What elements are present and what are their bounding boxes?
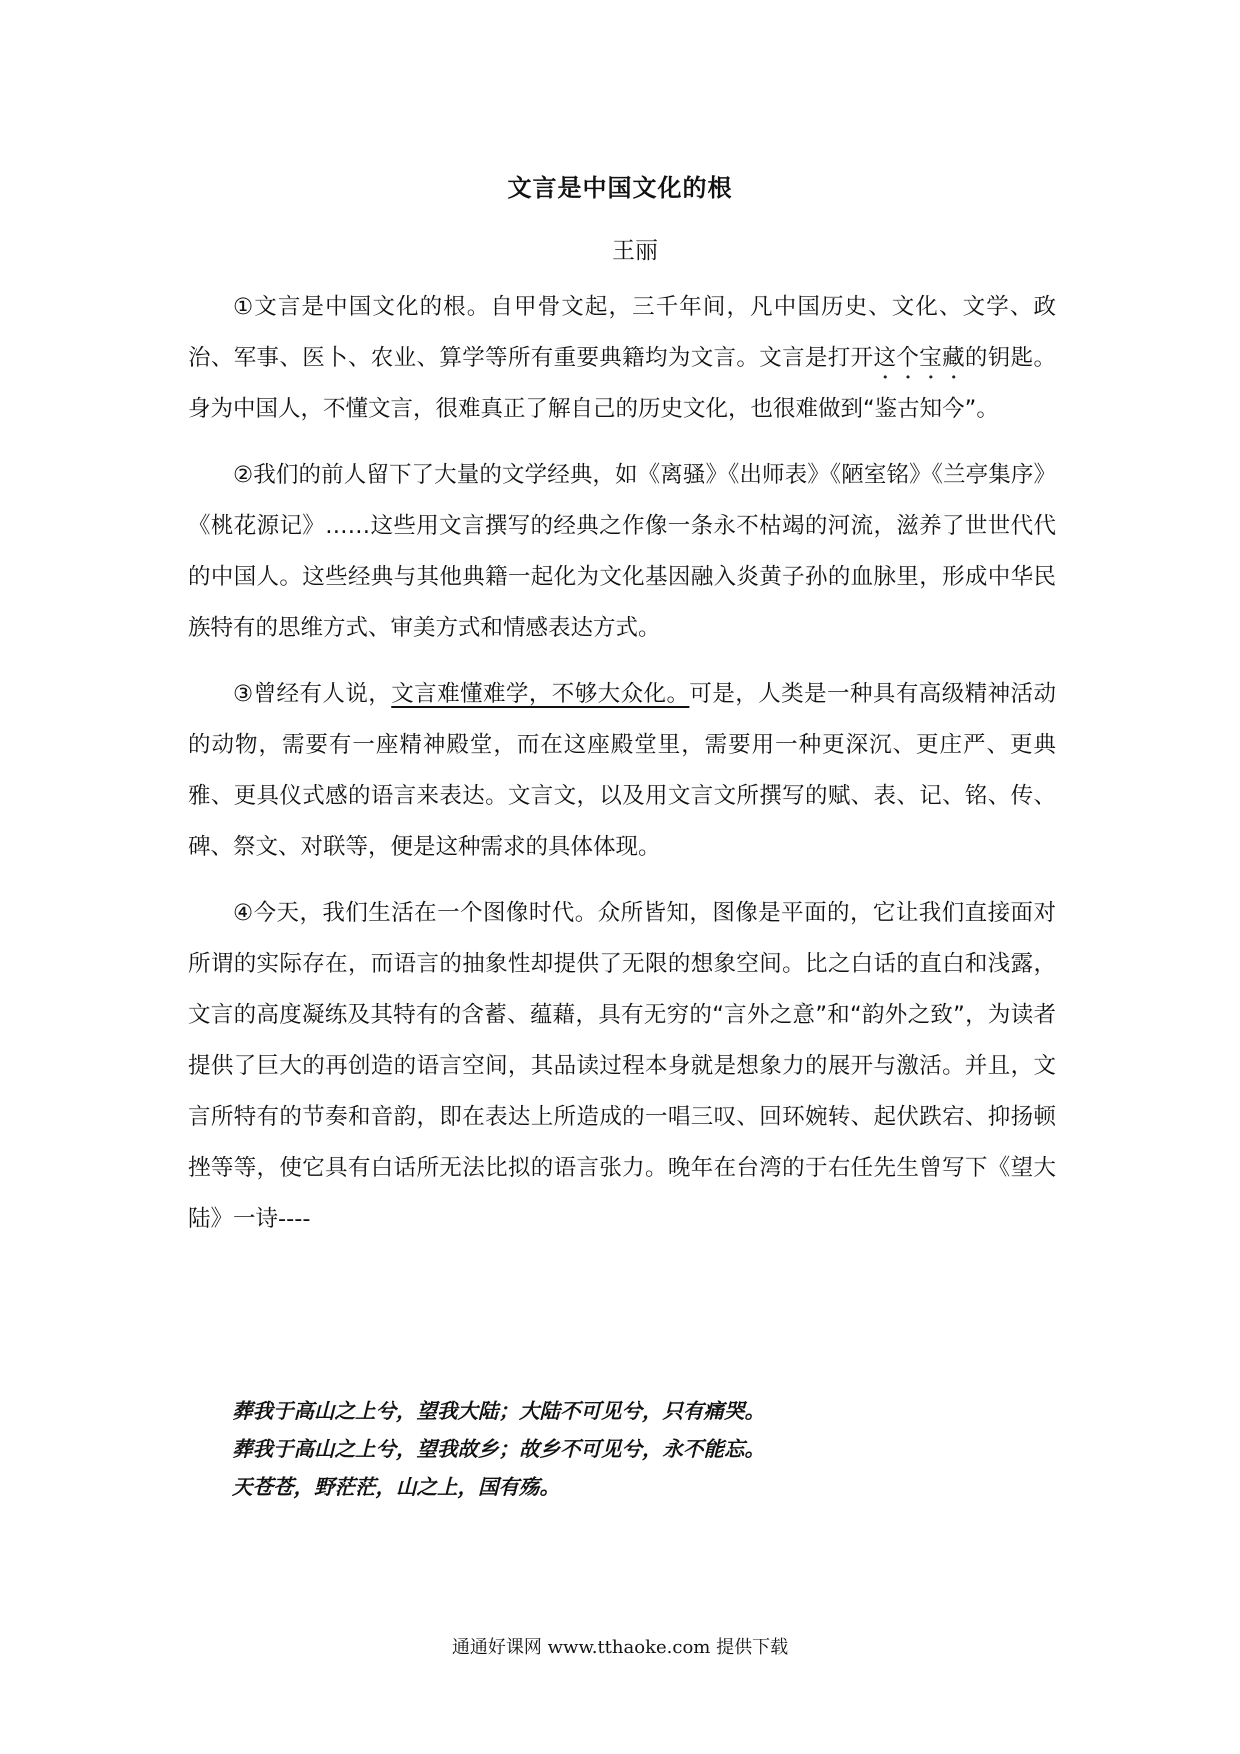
emphasized-phrase: 这个宝藏 bbox=[873, 345, 965, 371]
poem-line-3: 天苍苍，野茫茫，山之上，国有殇。 bbox=[232, 1475, 560, 1499]
paragraph-1-text-b: 的钥匙。身为中国人，不懂文言，很难真正了解自己的历史文化，也很难做到“鉴古知今”。 bbox=[188, 345, 1056, 422]
poem-line-1: 葬我于高山之上兮，望我大陆；大陆不可见兮，只有痛哭。 bbox=[232, 1399, 765, 1423]
underlined-phrase: 文言难懂难学，不够大众化。 bbox=[391, 681, 690, 707]
paragraph-3 bbox=[188, 669, 1056, 873]
paragraph-3-text-b: 可是，人类是一种具有高级精神活动的动物，需要有一座精神殿堂，而在这座殿堂里，需要用一种更深沉、更庄严、更典雅、更具仪式感的语言来表达。文言文，以及用文言文所撰写的赋、表、记、铭、传、碑、祭文、对联等，便是这种需求的具体体现。 bbox=[188, 681, 1056, 860]
paragraph-4: ④今天，我们生活在一个图像时代。众所皆知，图像是平面的，它让我们直接面对所谓的实际存在，而语言的抽象性却提供了无限的想象空间。比之白话的直白和浅露，文言的高度凝练及其特有的含蓄、蕴藉，具有无穷的“言外之意”和“韵外之致”，为读者提供了巨大的再创造的语言空间，其品读过程本身就是想象力的展开与激活。并且，文言所特有的节奏和音韵，即在表达上所造成的一唱三叹、回环婉转、起伏跌宕、抑扬顿挫等等，使它具有白话所无法比拟的语言张力。晚年在台湾的于右任先生曾写下《望大陆》一诗---- bbox=[188, 900, 1056, 1232]
poem-line-2: 葬我于高山之上兮，望我故乡；故乡不可见兮，永不能忘。 bbox=[232, 1437, 765, 1461]
paragraph-1 bbox=[188, 282, 1056, 435]
poem-block bbox=[232, 1392, 1052, 1506]
author-name: 王丽 bbox=[612, 238, 658, 264]
page-footer: 通通好课网 www.tthaoke.com 提供下载 bbox=[451, 1637, 789, 1658]
paragraph-2: ②我们的前人留下了大量的文学经典，如《离骚》《出师表》《陋室铭》《兰亭集序》《桃花源记》……这些用文言撰写的经典之作像一条永不枯竭的河流，滋养了世世代代的中国人。这些经典与其他典籍一起化为文化基因融入炎黄子孙的血脉里，形成中华民族特有的思维方式、审美方式和情感表达方式。 bbox=[188, 462, 1056, 641]
paragraph-1-text-a: ①文言是中国文化的根。自甲骨文起，三千年间，凡中国历史、文化、文学、政治、军事、医卜、农业、算学等所有重要典籍均为文言。文言是打开 bbox=[188, 294, 1056, 371]
article-body bbox=[188, 282, 1056, 1260]
document-title: 文言是中国文化的根 bbox=[507, 174, 733, 202]
paragraph-3-text-a: ③曾经有人说， bbox=[233, 681, 392, 707]
